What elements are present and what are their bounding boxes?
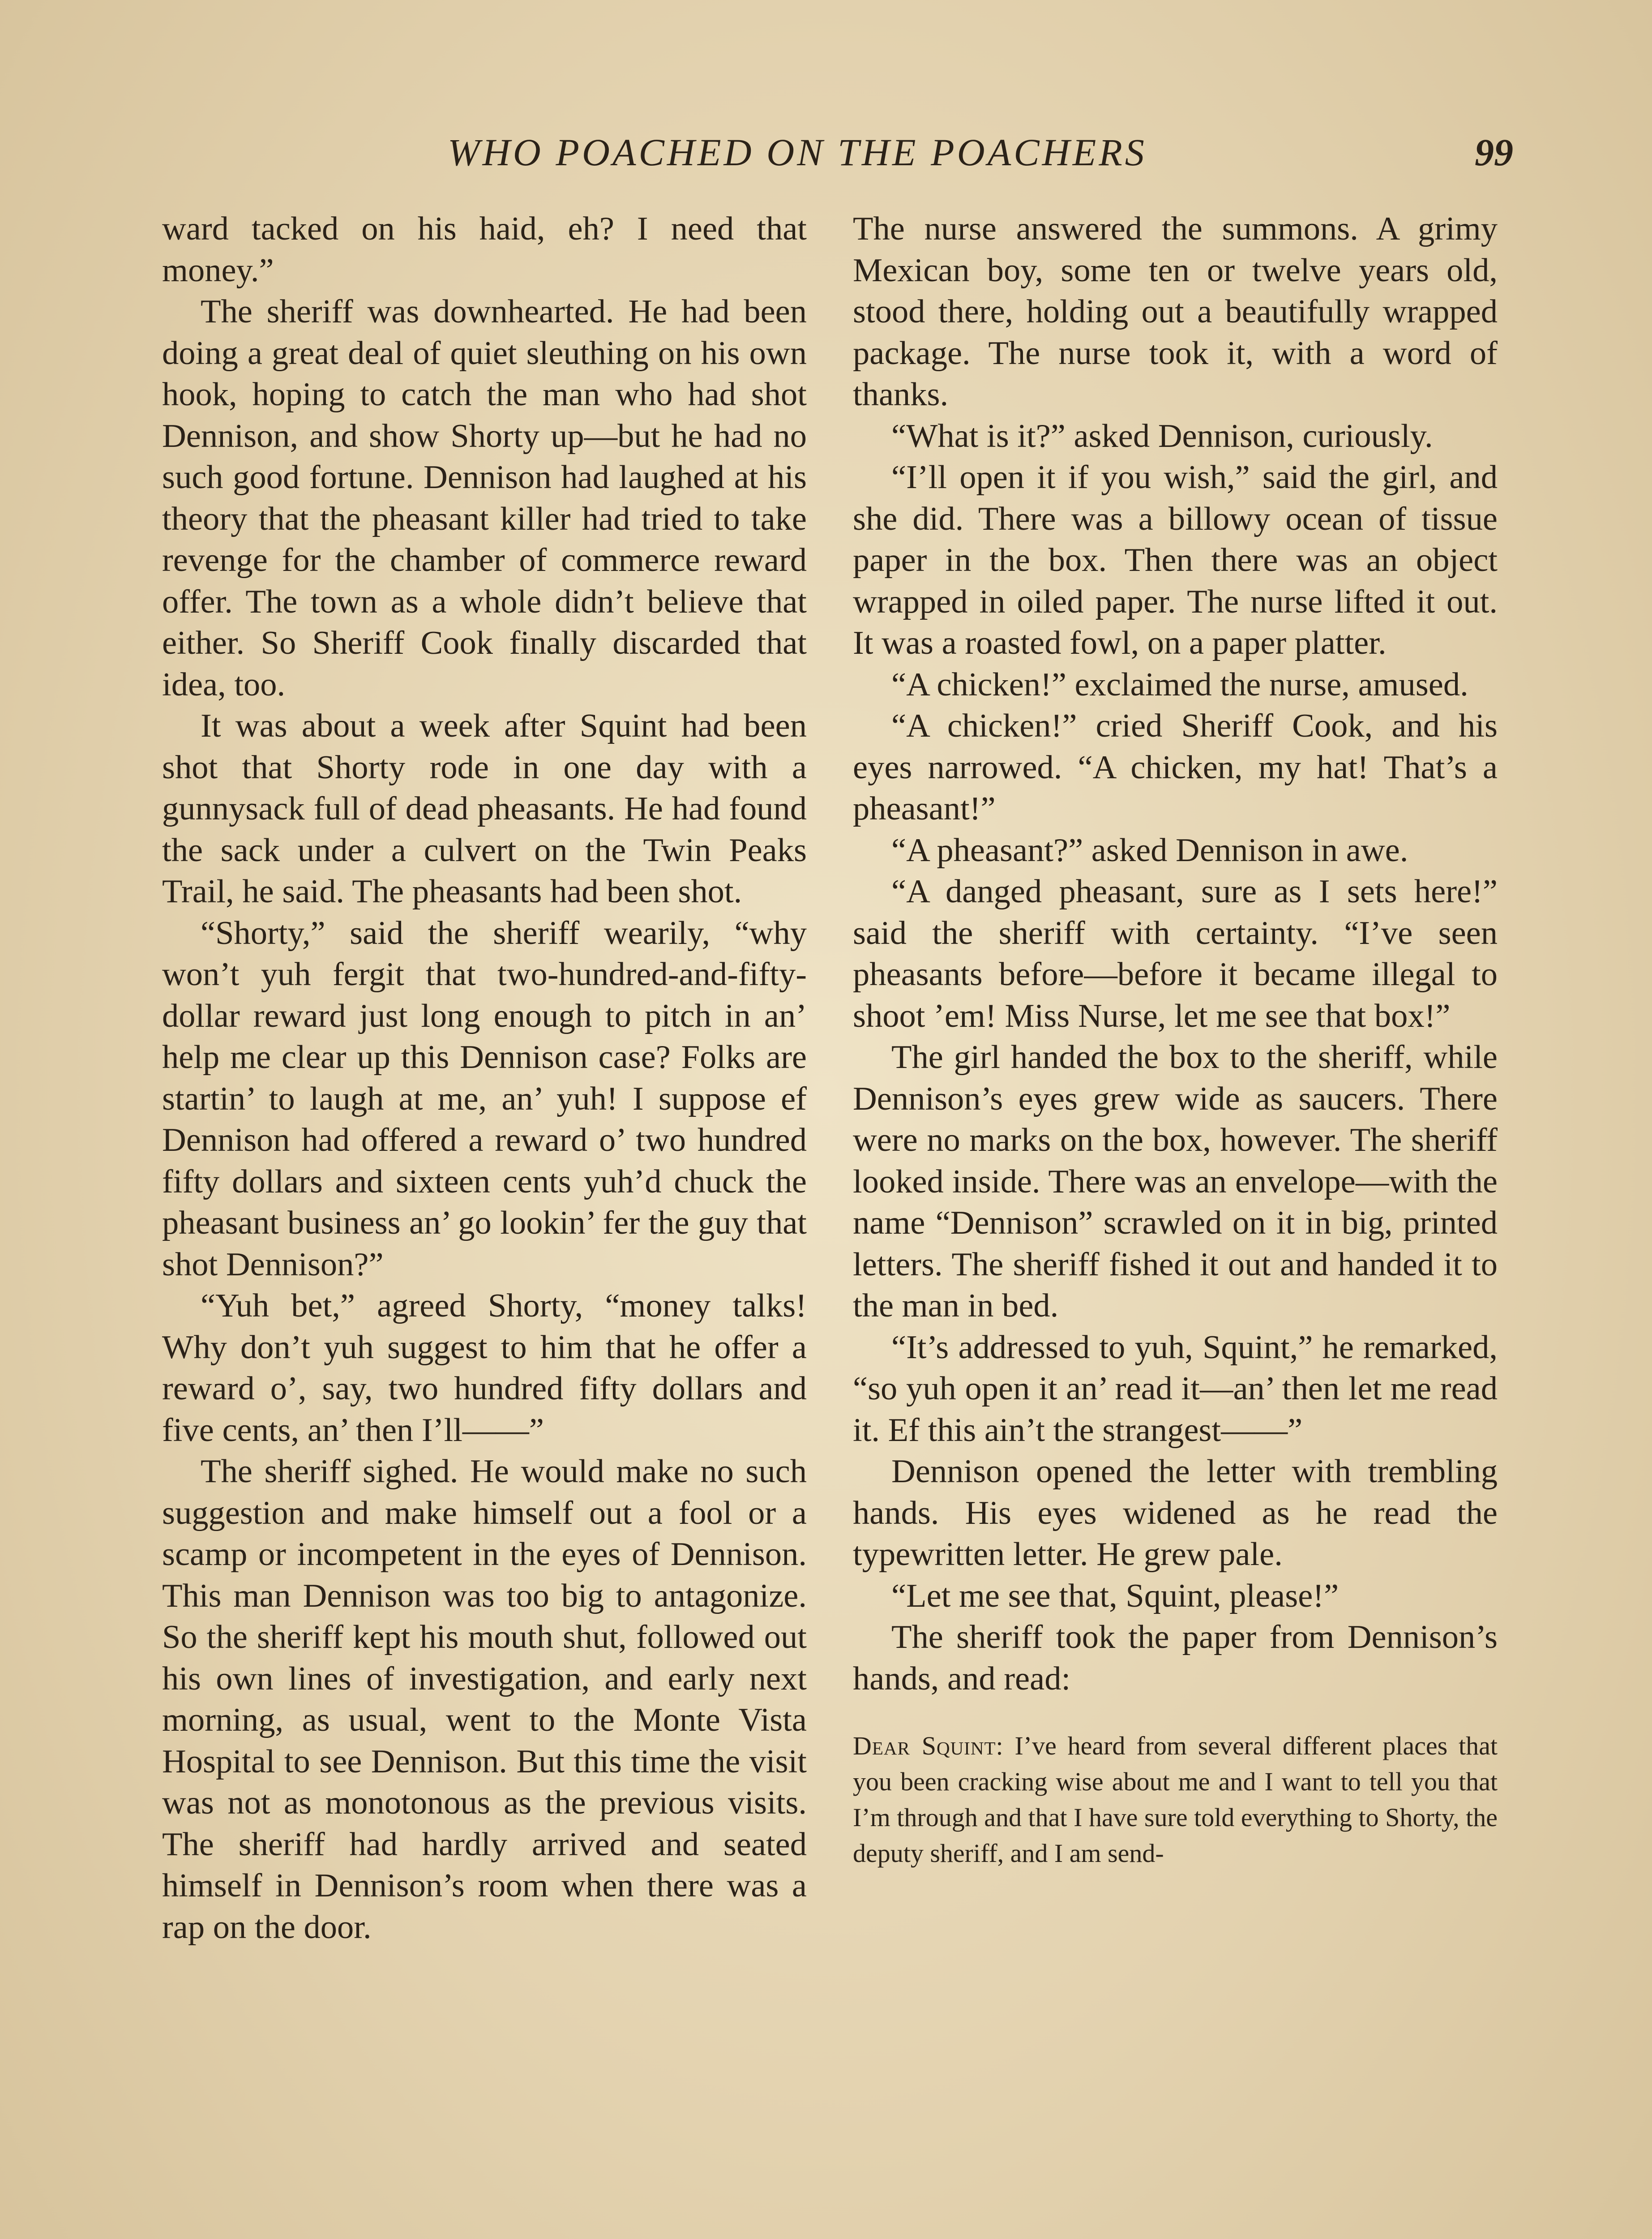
paragraph: “It’s addressed to yuh, Squint,” he remarked, “so yuh open it an’ read it—an’ then let me read it. Ef this ain’t the strangest——” <box>853 1329 1498 1449</box>
paragraph: “A danged pheasant, sure as I sets here!” said the sheriff with certainty. “I’ve seen pheasants before—before it became illegal to shoot ’em! Miss Nurse, let me see that box!” <box>853 873 1498 1034</box>
paragraph: The sheriff took the paper from Dennison’s hands, and read: <box>853 1619 1498 1697</box>
paragraph: “A chicken!” cried Sheriff Cook, and his eyes narrowed. “A chicken, my hat! That’s a pheasant!” <box>853 708 1498 827</box>
paragraph: “Yuh bet,” agreed Shorty, “money talks! Why don’t yuh suggest to him that he offer a reward o’, say, two hundred fifty dollars and five cents, an’ then I’ll——” <box>162 1287 807 1449</box>
right-column <box>853 208 1498 2239</box>
running-head <box>161 130 1513 184</box>
paragraph: “I’ll open it if you wish,” said the girl, and she did. There was a billowy ocean of tissue paper in the box. Then there was an object wrapped in oiled paper. The nurse lifted it out. It was a roasted fowl, on a paper platter. <box>853 459 1498 661</box>
left-column <box>162 208 807 2239</box>
letter-excerpt <box>853 1728 1498 1871</box>
letter-salutation: Dear Squint: <box>853 1731 1004 1760</box>
paragraph: “A pheasant?” asked Dennison in awe. <box>891 832 1408 869</box>
page-number: 99 <box>1475 131 1513 174</box>
letter-body: I’ve heard from several different places that you been cracking wise about me and I want to tell you that I’m through and that I have sure told everything to Shorty, the deputy sheriff, and I am send- <box>853 1731 1498 1868</box>
paragraph: ward tacked on his haid, eh? I need that money.” <box>162 210 807 289</box>
paragraph: “Shorty,” said the sheriff wearily, “why won’t yuh fergit that two-hundred-and-fifty-dollar reward just long enough to pitch in an’ help me clear up this Dennison case? Folks are startin’ to laugh at me, an’ yuh! I suppose ef Dennison had offered a reward o’ two hundred fifty dollars and sixteen cents yuh’d chuck the pheasant business an’ go lookin’ fer the guy that shot Dennison?” <box>162 914 807 1283</box>
running-title: WHO POACHED ON THE POACHERS <box>448 131 1147 174</box>
paragraph: Dennison opened the letter with trembling hands. His eyes widened as he read the typewritten letter. He grew pale. <box>853 1453 1498 1573</box>
paragraph: “Let me see that, Squint, please!” <box>891 1577 1339 1614</box>
paragraph: “A chicken!” exclaimed the nurse, amused. <box>891 666 1468 703</box>
paragraph: It was about a week after Squint had been shot that Shorty rode in one day with a gunnysack full of dead pheasants. He had found the sack under a culvert on the Twin Peaks Trail, he said. The pheasants had been shot. <box>162 708 807 910</box>
paragraph: The sheriff was downhearted. He had been doing a great deal of quiet sleuthing on his own hook, hoping to catch the man who had shot Dennison, and show Shorty up—but he had no such good fortune. Dennison had laughed at his theory that the pheasant killer had tried to take revenge for the chamber of commerce reward offer. The town as a whole didn’t believe that either. So Sheriff Cook finally discarded that idea, too. <box>162 293 807 703</box>
paragraph: The sheriff sighed. He would make no such suggestion and make himself out a fool or a scamp or incompetent in the eyes of Dennison. This man Dennison was too big to antagonize. So the sheriff kept his mouth shut, followed out his own lines of investigation, and early next morning, as usual, went to the Monte Vista Hospital to see Dennison. But this time the visit was not as monotonous as the previous visits. The sheriff had hardly arrived and seated himself in Dennison’s room when there was a rap on the door. <box>162 1453 807 1946</box>
paragraph: The girl handed the box to the sheriff, while Dennison’s eyes grew wide as saucers. There were no marks on the box, however. The sheriff looked inside. There was an envelope—with the name “Dennison” scrawled on it in big, printed letters. The sheriff fished it out and handed it to the man in bed. <box>853 1039 1498 1324</box>
paragraph: “What is it?” asked Dennison, curiously. <box>891 417 1433 455</box>
paragraph: The nurse answered the summons. A grimy Mexican boy, some ten or twelve years old, stood there, holding out a beautifully wrapped package. The nurse took it, with a word of thanks. <box>853 210 1498 413</box>
